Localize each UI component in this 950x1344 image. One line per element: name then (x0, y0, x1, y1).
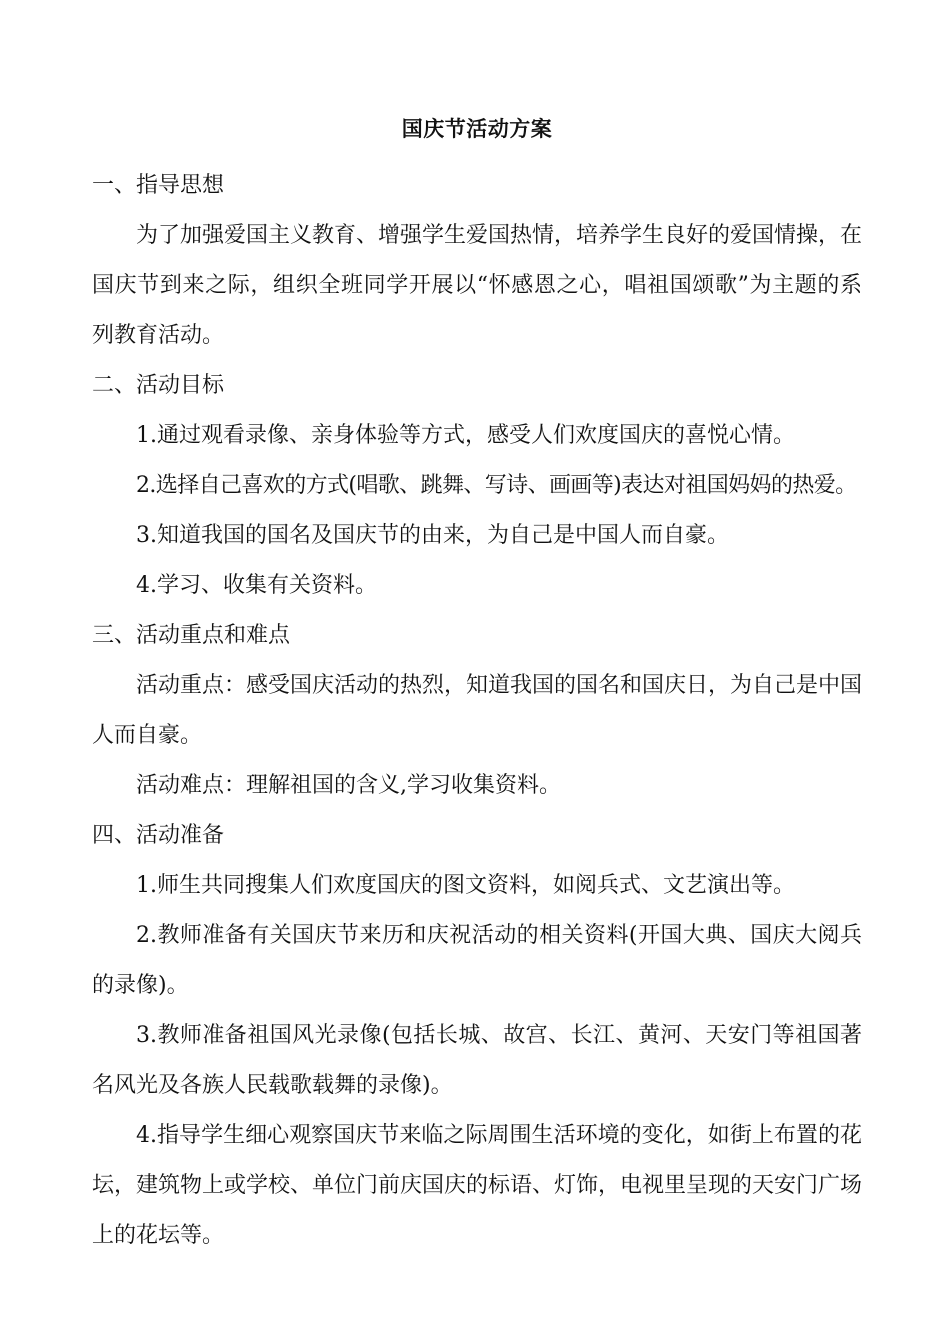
page-title: 国庆节活动方案 (401, 117, 553, 141)
difficult-point-paragraph: 活动难点：理解祖国的含义,学习收集资料。 (136, 773, 561, 798)
section-key-points (92, 611, 862, 811)
section-heading: 二、活动目标 (92, 373, 225, 398)
key-point-paragraph: 活动重点：感受国庆活动的热烈，知道我国的国名和国庆日，为自己是中国人而自豪。 (92, 673, 863, 748)
preparation-item: 4.指导学生细心观察国庆节来临之际周围生活环境的变化，如街上布置的花坛，建筑物上或学校、单位门前庆国庆的标语、灯饰，电视里呈现的天安门广场上的花坛等。 (92, 1123, 863, 1248)
section-paragraph: 为了加强爱国主义教育、增强学生爱国热情，培养学生良好的爱国情操，在国庆节到来之际，组织全班同学开展以“怀感恩之心，唱祖国颂歌”为主题的系列教育活动。 (92, 223, 863, 348)
preparation-item: 1.师生共同搜集人们欢度国庆的图文资料，如阅兵式、文艺演出等。 (136, 873, 795, 898)
section-heading: 一、指导思想 (92, 173, 225, 198)
goal-item: 4.学习、收集有关资料。 (136, 573, 377, 598)
document-content (92, 111, 862, 1261)
goal-item: 2.选择自己喜欢的方式(唱歌、跳舞、写诗、画画等)表达对祖国妈妈的热爱。 (136, 473, 857, 498)
section-activity-goals (92, 361, 862, 611)
section-preparation (92, 811, 862, 1261)
preparation-item: 2.教师准备有关国庆节来历和庆祝活动的相关资料(开国大典、国庆大阅兵的录像)。 (92, 923, 862, 998)
section-heading: 三、活动重点和难点 (92, 623, 291, 648)
goal-item: 1.通过观看录像、亲身体验等方式，感受人们欢度国庆的喜悦心情。 (136, 423, 795, 448)
section-guiding-ideology (92, 161, 862, 361)
goal-item: 3.知道我国的国名及国庆节的由来，为自己是中国人而自豪。 (136, 523, 729, 548)
preparation-item: 3.教师准备祖国风光录像(包括长城、故宫、长江、黄河、天安门等祖国著名风光及各族人民载歌载舞的录像)。 (92, 1023, 862, 1098)
section-heading: 四、活动准备 (92, 823, 225, 848)
